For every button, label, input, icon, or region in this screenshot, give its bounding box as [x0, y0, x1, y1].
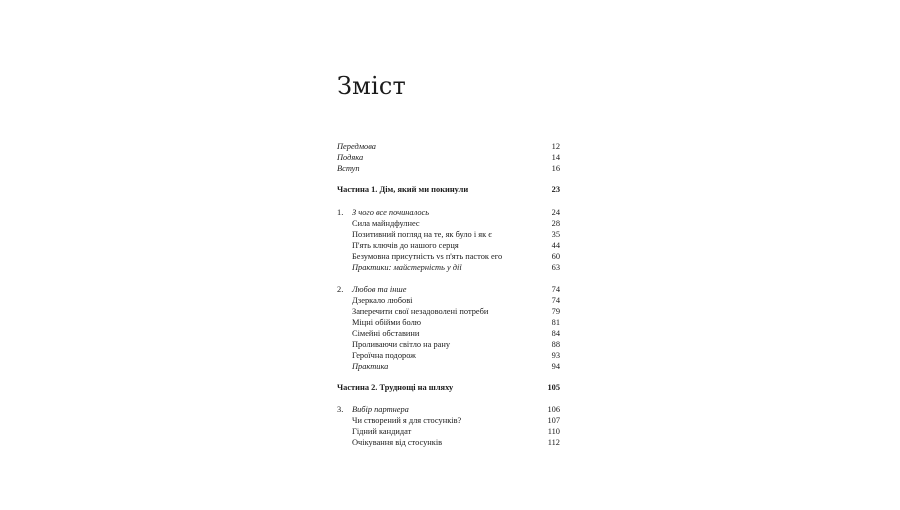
- toc-page-number: 35: [551, 230, 560, 239]
- toc-section-label: Дзеркало любові: [352, 296, 413, 305]
- toc-section: [337, 251, 561, 262]
- toc-entry-label: Подяка: [337, 153, 364, 162]
- chapter-number: 1.: [337, 208, 344, 217]
- toc-entry-label: Передмова: [337, 142, 376, 151]
- chapter-number: 2.: [337, 285, 344, 294]
- toc-page-number: 84: [551, 329, 560, 338]
- toc-page-number: 94: [551, 362, 560, 371]
- toc-section-label: Очікування від стосунків: [352, 438, 443, 447]
- toc-part-2: [337, 382, 561, 393]
- toc-page-number: 63: [551, 263, 560, 272]
- toc-page-number: 16: [551, 164, 560, 173]
- toc-page-number: 28: [551, 219, 560, 228]
- toc-section: [337, 339, 561, 350]
- toc-page-number: 74: [551, 296, 560, 305]
- toc-section-label: Героїчна подорож: [352, 351, 416, 360]
- toc-page-number: 12: [551, 142, 560, 151]
- toc-page-number: 110: [547, 427, 560, 436]
- toc-page-number: 74: [551, 285, 560, 294]
- toc-section-label: Позитивний погляд на те, як було і як є: [352, 230, 492, 239]
- toc-section: [337, 295, 561, 306]
- toc-page-number: 81: [551, 318, 560, 327]
- toc-page-number: 44: [551, 241, 560, 250]
- toc-section-label: Практики: майстерність у дії: [352, 263, 462, 272]
- toc-page-number: 14: [551, 153, 560, 162]
- toc-section-label: Гідний кандидат: [352, 427, 412, 436]
- toc-page-number: 106: [547, 405, 560, 414]
- toc-section-label: Міцні обійми болю: [352, 318, 422, 327]
- toc-section-label: Сімейні обставини: [352, 329, 420, 338]
- toc-chapter-3: [337, 404, 561, 415]
- toc-page-number: 60: [551, 252, 560, 261]
- toc-entry-label: Вступ: [337, 164, 360, 173]
- toc-part-label: Частина 1. Дім, який ми покинули: [337, 185, 469, 194]
- toc-entry-foreword: [337, 141, 561, 152]
- toc-section-label: Сила майндфулнес: [352, 219, 420, 228]
- toc-section-label: Практика: [352, 362, 389, 371]
- page-title: Зміст: [337, 72, 407, 100]
- toc-chapter-label: З чого все починалось: [352, 208, 430, 217]
- toc-page-number: 79: [551, 307, 560, 316]
- toc-section-practice: [337, 262, 561, 273]
- chapter-number: 3.: [337, 405, 344, 414]
- toc-section: [337, 240, 561, 251]
- toc-chapter-2: [337, 284, 561, 295]
- toc-part-1: [337, 184, 561, 195]
- toc-section: [337, 426, 561, 437]
- toc-chapter-label: Вибір партнера: [352, 405, 409, 414]
- toc-section: [337, 437, 561, 448]
- toc-section: [337, 328, 561, 339]
- toc-chapter-1: [337, 207, 561, 218]
- toc-section: [337, 229, 561, 240]
- toc-part-label: Частина 2. Труднощі на шляху: [337, 383, 454, 392]
- toc-page-number: 107: [547, 416, 560, 425]
- toc-section: [337, 218, 561, 229]
- toc-section: [337, 415, 561, 426]
- toc-section: [337, 350, 561, 361]
- toc-section: [337, 306, 561, 317]
- toc-page-number: 23: [551, 185, 560, 194]
- toc-section-label: Безумовна присутність vs п'ять пасток его: [352, 252, 503, 261]
- toc-chapter-label: Любов та інше: [352, 285, 407, 294]
- toc-page-number: 105: [547, 383, 560, 392]
- toc-entry-acknowledgements: [337, 152, 561, 163]
- toc-section-practice: [337, 361, 561, 372]
- toc-page-number: 93: [551, 351, 560, 360]
- toc-section: [337, 317, 561, 328]
- toc-page: [337, 0, 561, 510]
- toc-section-label: Проливаючи світло на рану: [352, 340, 451, 349]
- toc-entry-introduction: [337, 163, 561, 174]
- toc-page-number: 112: [547, 438, 560, 447]
- toc-section-label: П'ять ключів до нашого серця: [352, 241, 459, 250]
- toc-section-label: Чи створений я для стосунків?: [352, 416, 462, 425]
- toc-page-number: 88: [551, 340, 560, 349]
- toc-page-number: 24: [551, 208, 560, 217]
- toc-section-label: Заперечити свої незадоволені потреби: [352, 307, 489, 316]
